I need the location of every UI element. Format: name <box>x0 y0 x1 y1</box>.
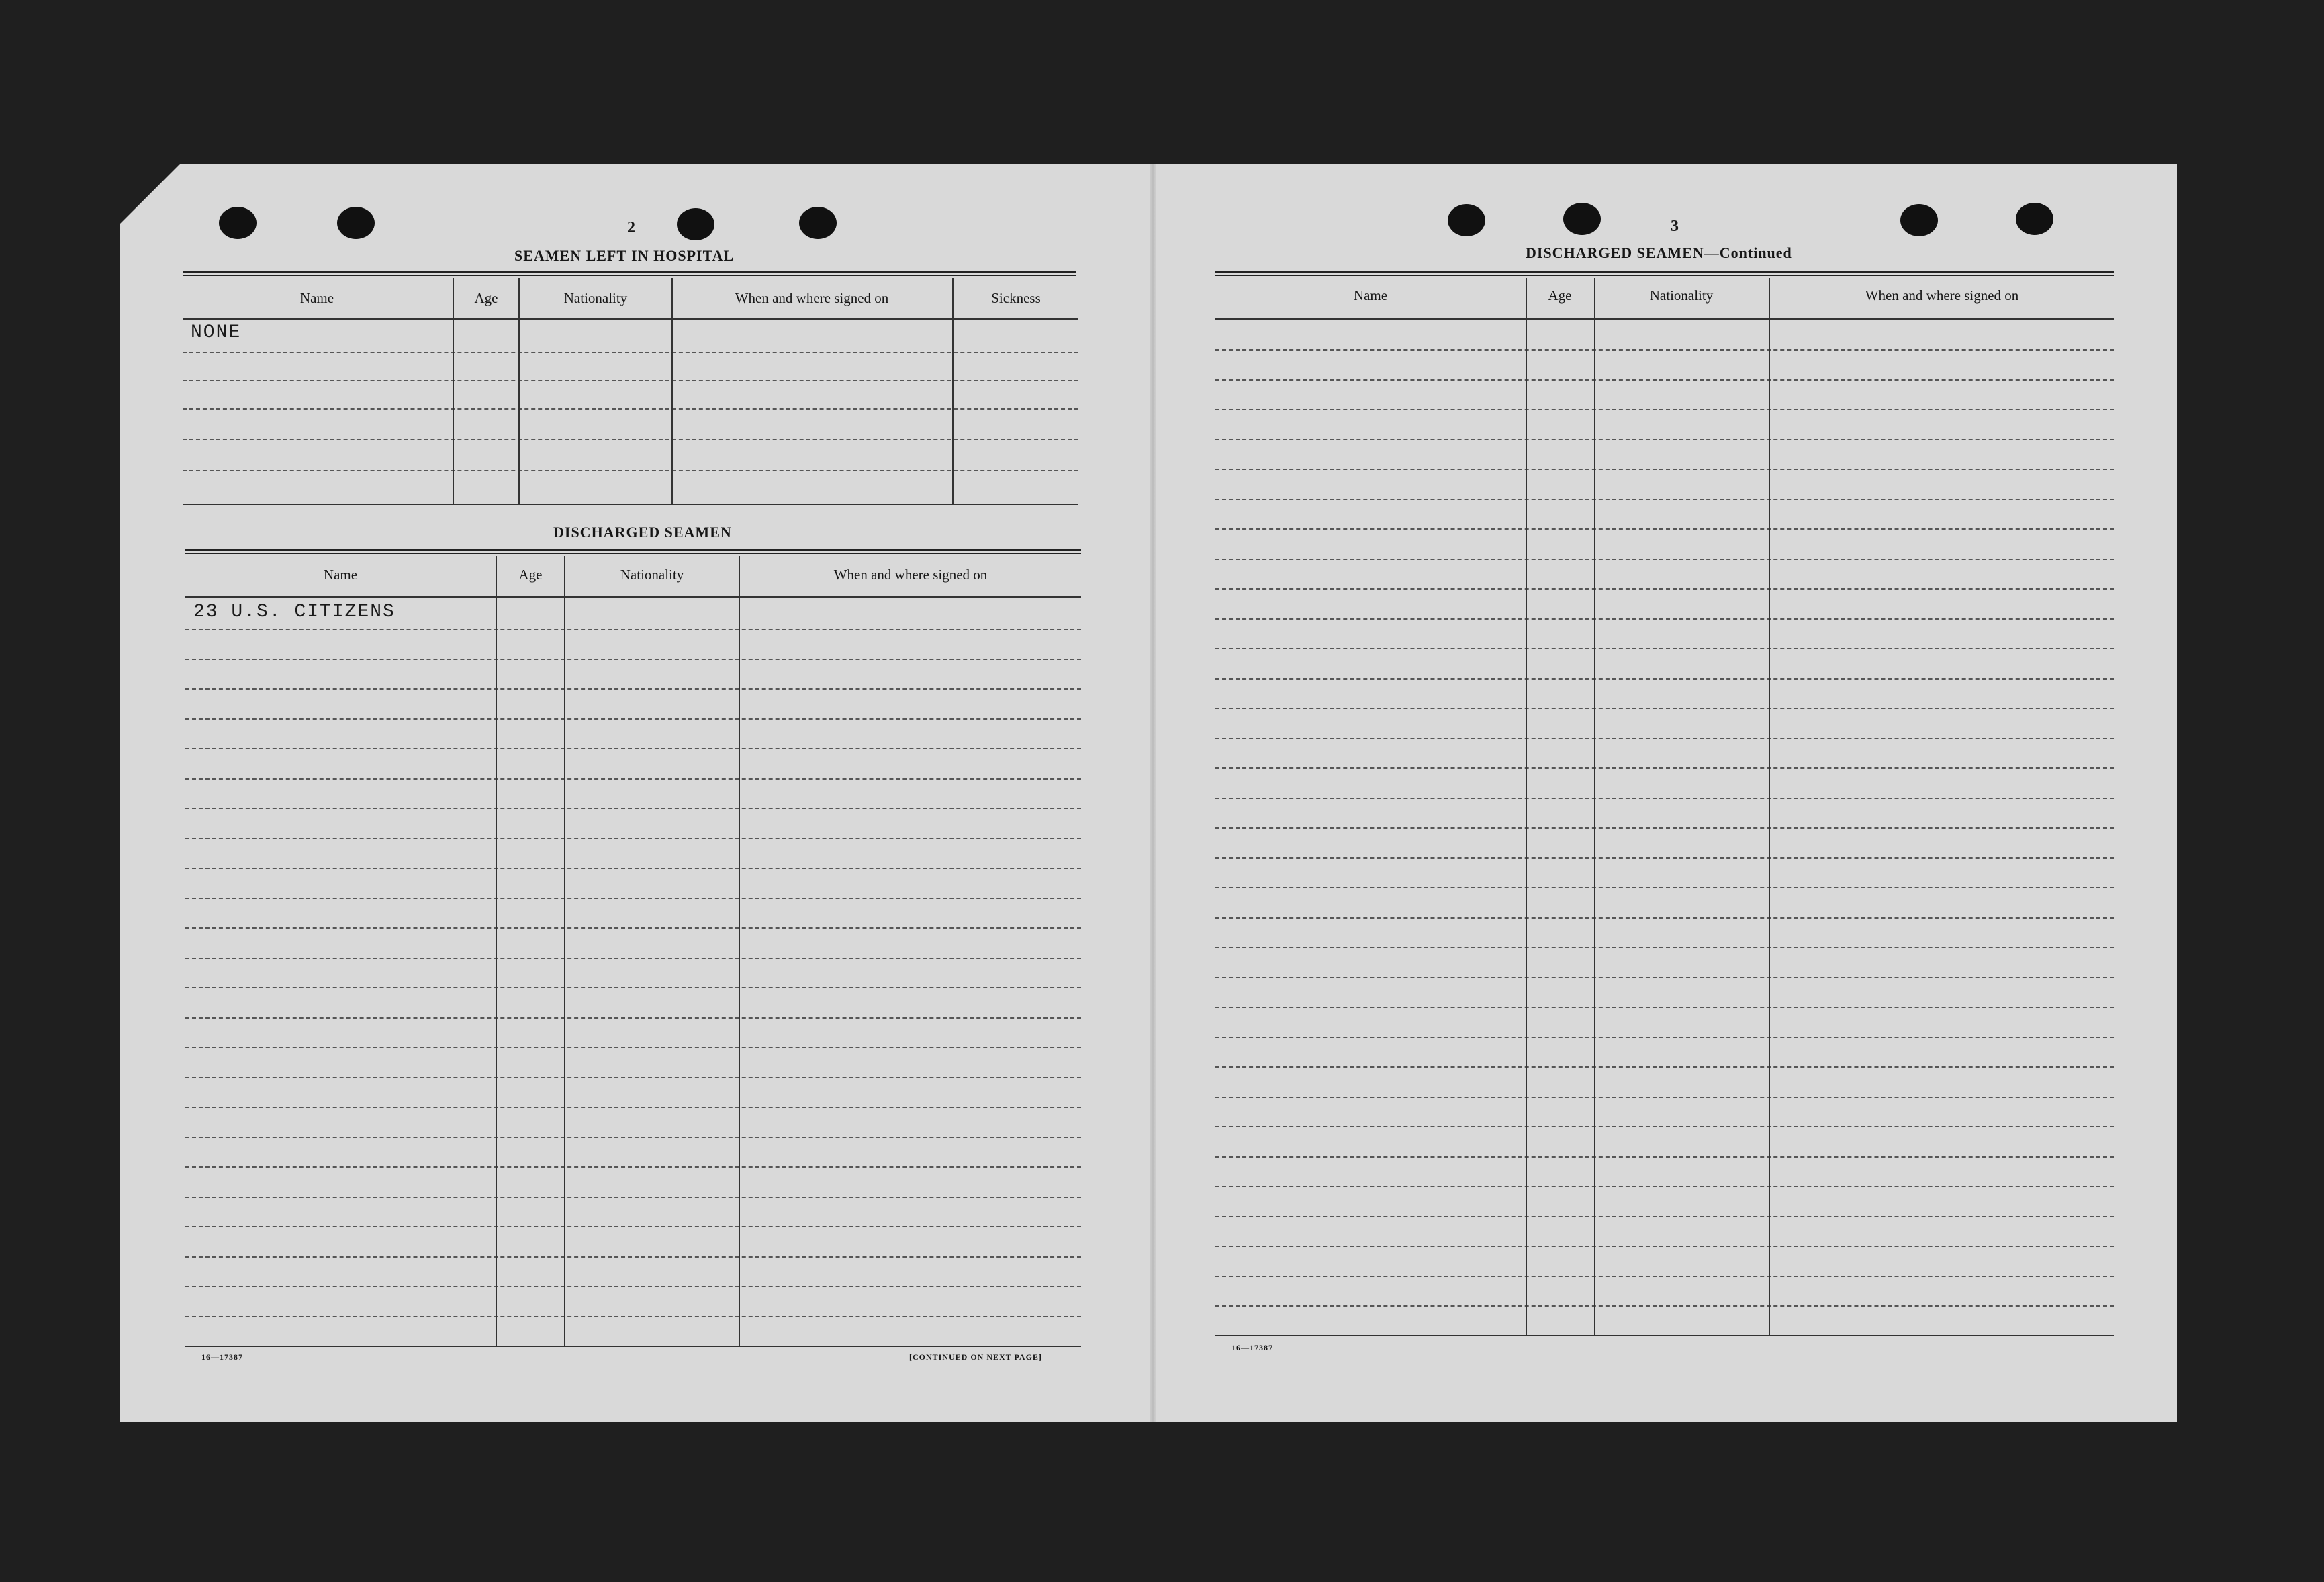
ruled-row-line <box>1215 1097 2114 1098</box>
hospital-col-age: Age <box>474 290 498 306</box>
hospital-row-line <box>183 352 1078 353</box>
right-page <box>1154 164 2177 1422</box>
ruled-row-line <box>185 1226 1081 1227</box>
discharged-section-title: DISCHARGED SEAMEN <box>553 524 732 541</box>
ruled-row-line <box>1215 439 2114 440</box>
ruled-row-line <box>1215 559 2114 560</box>
hospital-col-signed-on: When and where signed on <box>735 290 889 306</box>
ruled-row-line <box>1215 1216 2114 1217</box>
ruled-row-line <box>1215 1126 2114 1127</box>
ruled-row-line <box>185 629 1081 630</box>
ruled-row-line <box>185 748 1081 749</box>
punch-hole <box>1448 204 1485 236</box>
continued-table-top-rule <box>1215 271 2114 276</box>
page-number: 3 <box>1671 218 1679 235</box>
ruled-row-line <box>1215 1066 2114 1068</box>
ruled-row-line <box>1215 857 2114 859</box>
continued-col-nationality: Nationality <box>1649 287 1714 304</box>
ruled-row-line <box>1215 678 2114 680</box>
ruled-row-line <box>185 688 1081 690</box>
discharged-col-divider <box>739 556 740 1346</box>
continued-col-divider <box>1594 278 1595 1335</box>
punch-hole <box>1900 204 1938 236</box>
continued-col-divider <box>1769 278 1770 1335</box>
page-number: 2 <box>627 219 635 236</box>
ruled-row-line <box>1215 1156 2114 1158</box>
ruled-row-line <box>1215 379 2114 381</box>
ruled-row-line <box>1215 588 2114 590</box>
ruled-row-line <box>1215 349 2114 351</box>
hospital-table-bottom-rule <box>183 504 1078 505</box>
hospital-col-divider <box>952 278 954 504</box>
ruled-row-line <box>185 868 1081 869</box>
ruled-row-line <box>185 1047 1081 1048</box>
ruled-row-line <box>185 958 1081 959</box>
discharged-col-nationality: Nationality <box>620 567 684 583</box>
ruled-row-line <box>185 987 1081 988</box>
hospital-col-nationality: Nationality <box>563 290 628 306</box>
hospital-row-line <box>183 470 1078 471</box>
ruled-row-line <box>185 1166 1081 1168</box>
ruled-row-line <box>185 659 1081 660</box>
ruled-row-line <box>1215 409 2114 410</box>
discharged-header-rule <box>185 596 1081 598</box>
continued-col-divider <box>1526 278 1527 1335</box>
hospital-col-name: Name <box>299 290 334 306</box>
ruled-row-line <box>185 1197 1081 1198</box>
ruled-row-line <box>185 1107 1081 1108</box>
ruled-row-line <box>185 808 1081 809</box>
ruled-row-line <box>185 898 1081 899</box>
punch-hole <box>219 207 257 239</box>
discharged-col-divider <box>496 556 497 1346</box>
continued-note: [CONTINUED ON NEXT PAGE] <box>909 1352 1042 1362</box>
ruled-row-line <box>185 1316 1081 1317</box>
ruled-row-line <box>185 927 1081 929</box>
punch-hole <box>677 208 714 240</box>
continued-header-rule <box>1215 318 2114 320</box>
ruled-row-line <box>1215 648 2114 649</box>
hospital-table-top-rule <box>183 271 1076 276</box>
ruled-row-line <box>1215 1305 2114 1307</box>
ruled-row-line <box>185 1077 1081 1078</box>
discharged-col-signed-on: When and where signed on <box>833 567 988 583</box>
punch-hole <box>1563 203 1601 235</box>
discharged-col-divider <box>564 556 565 1346</box>
continued-col-signed-on: When and where signed on <box>1865 287 2019 304</box>
ruled-row-line <box>1215 738 2114 739</box>
ruled-row-line <box>1215 528 2114 530</box>
ruled-row-line <box>1215 1186 2114 1187</box>
hospital-col-divider <box>453 278 454 504</box>
ruled-row-line <box>1215 1276 2114 1277</box>
punch-hole <box>799 207 837 239</box>
continued-col-name: Name <box>1353 287 1388 304</box>
page-fold <box>1150 164 1156 1422</box>
ruled-row-line <box>1215 947 2114 948</box>
ruled-row-line <box>1215 798 2114 799</box>
ruled-row-line <box>1215 1246 2114 1247</box>
continued-col-age: Age <box>1548 287 1572 304</box>
discharged-entry: 23 U.S. CITIZENS <box>193 602 396 622</box>
hospital-row-line <box>183 439 1078 440</box>
ruled-row-line <box>1215 708 2114 709</box>
ruled-row-line <box>185 1017 1081 1019</box>
discharged-col-age: Age <box>518 567 543 583</box>
ruled-row-line <box>185 718 1081 720</box>
hospital-section-title: SEAMEN LEFT IN HOSPITAL <box>514 247 735 264</box>
discharged-col-name: Name <box>323 567 358 583</box>
hospital-col-divider <box>671 278 673 504</box>
ruled-row-line <box>1215 1037 2114 1038</box>
ruled-row-line <box>1215 469 2114 470</box>
discharged-table-top-rule <box>185 549 1081 554</box>
hospital-row-line <box>183 380 1078 381</box>
ruled-row-line <box>1215 887 2114 888</box>
punch-hole <box>2016 203 2053 235</box>
hospital-col-sickness: Sickness <box>991 290 1041 306</box>
discharged-table-bottom-rule <box>185 1346 1081 1347</box>
continued-table-bottom-rule <box>1215 1335 2114 1336</box>
ruled-row-line <box>1215 917 2114 919</box>
form-number: 16—17387 <box>201 1352 243 1362</box>
form-number: 16—17387 <box>1231 1343 1273 1352</box>
ruled-row-line <box>1215 977 2114 978</box>
ruled-row-line <box>1215 767 2114 769</box>
ruled-row-line <box>1215 618 2114 620</box>
discharged-continued-title: DISCHARGED SEAMEN—Continued <box>1526 244 1792 261</box>
ruled-row-line <box>1215 827 2114 829</box>
hospital-col-divider <box>518 278 520 504</box>
ruled-row-line <box>185 838 1081 839</box>
hospital-row-line <box>183 408 1078 410</box>
ruled-row-line <box>185 778 1081 780</box>
ruled-row-line <box>185 1286 1081 1287</box>
punch-hole <box>337 207 375 239</box>
ruled-row-line <box>185 1256 1081 1258</box>
hospital-entry: NONE <box>191 322 242 343</box>
hospital-header-rule <box>183 318 1078 320</box>
ruled-row-line <box>1215 499 2114 500</box>
ruled-row-line <box>185 1137 1081 1138</box>
ruled-row-line <box>1215 1007 2114 1008</box>
